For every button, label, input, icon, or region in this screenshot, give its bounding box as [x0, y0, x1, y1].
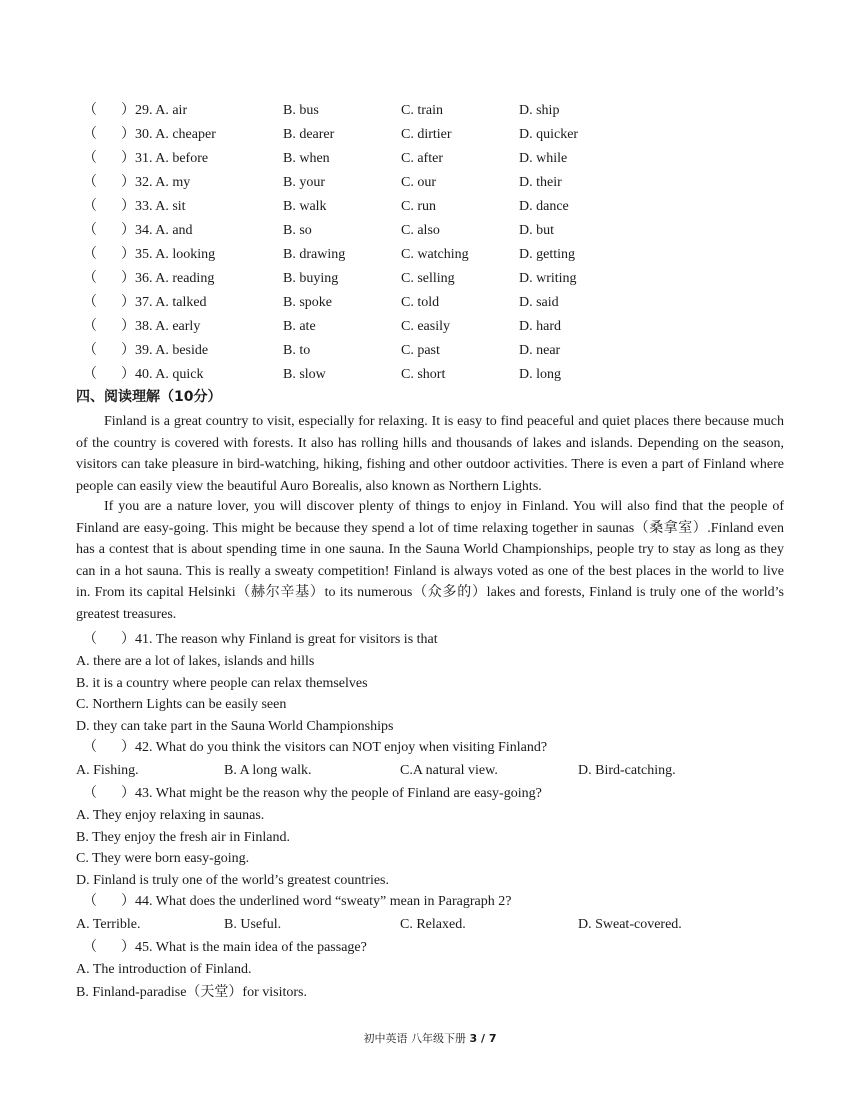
option-b: B. when [283, 151, 330, 166]
question-text: ）42. What do you think the visitors can NOT enjoy when visiting Finland? [121, 740, 548, 755]
option-b: B. ate [283, 319, 316, 334]
answer-blank: （ [83, 103, 97, 118]
answer-blank: （ [83, 247, 97, 262]
passage-paragraph-2: If you are a nature lover, you will discover plenty of things to enjoy in Finland. You will also find that the people of Finland are easy-going. This might be because they spend a lot of time relaxing together in saunas（桑拿室）.Finland even has a contest that is about spending time in one sauna. In the Sauna World Championships, people try to stay as long as they can in a hot sauna. This is really a sweaty competition! Finland is always voted as one of the best places in the world to live in. From its capital Helsinki（赫尔辛基）to its numerous（众多的）lakes and forests, Finland is truly one of the world’s greatest treasures. [76, 499, 784, 622]
option-d: D. long [519, 367, 561, 382]
question-text: ）44. What does the underlined word “sweaty” mean in Paragraph 2? [121, 894, 512, 909]
option-d: D. writing [519, 271, 577, 286]
option-a: ）40. A. quick [121, 367, 204, 382]
option-b: B. to [283, 343, 311, 358]
question-text: ）43. What might be the reason why the people of Finland are easy-going? [121, 786, 542, 801]
answer-blank: （ [83, 894, 97, 909]
option-a: ）34. A. and [121, 223, 193, 238]
passage-paragraph-1: Finland is a great country to visit, especially for relaxing. It is easy to find peaceful and quiet places there because much of the country is covered with forests. It also has rolling hills and thousands of lakes and islands. Depending on the season, visitors can take pleasure in bird-watching, hiking, fishing and other outdoor activities. There is even a part of Finland where people can easily view the beautiful Auro Borealis, also known as Northern Lights. [76, 414, 784, 494]
q45-option-b: B. Finland-paradise（天堂）for visitors. [76, 985, 307, 1000]
q41-option-c: C. Northern Lights can be easily seen [76, 697, 287, 712]
q42-option-b: B. A long walk. [224, 763, 312, 778]
option-a: ）39. A. beside [121, 343, 209, 358]
q42-option-c: C.A natural view. [400, 763, 498, 778]
option-c: C. easily [401, 319, 450, 334]
option-b: B. spoke [283, 295, 332, 310]
page-footer [0, 1030, 860, 1048]
option-a: ）38. A. early [121, 319, 201, 334]
q42-option-a: A. Fishing. [76, 763, 139, 778]
answer-blank: （ [83, 271, 97, 286]
option-a: ）37. A. talked [121, 295, 207, 310]
answer-blank: （ [83, 199, 97, 214]
option-a: ）35. A. looking [121, 247, 216, 262]
q41-option-b: B. it is a country where people can relax themselves [76, 676, 368, 691]
option-d: D. dance [519, 199, 569, 214]
footer-label: 初中英语 八年级下册 [363, 1032, 470, 1045]
answer-blank: （ [83, 151, 97, 166]
option-c: C. watching [401, 247, 469, 262]
answer-blank: （ [83, 367, 97, 382]
option-b: B. walk [283, 199, 327, 214]
question-text: ）41. The reason why Finland is great for visitors is that [121, 632, 438, 647]
q43-option-c: C. They were born easy-going. [76, 851, 250, 866]
option-c: C. selling [401, 271, 455, 286]
option-b: B. buying [283, 271, 339, 286]
option-b: B. dearer [283, 127, 335, 142]
option-d: D. hard [519, 319, 561, 334]
section-title: 四、阅读理解（10分） [76, 389, 222, 405]
option-a: ）30. A. cheaper [121, 127, 216, 142]
option-d: D. near [519, 343, 561, 358]
q43-option-d: D. Finland is truly one of the world’s greatest countries. [76, 873, 389, 888]
answer-blank: （ [83, 127, 97, 142]
q41-option-a: A. there are a lot of lakes, islands and hills [76, 654, 315, 669]
option-d: D. but [519, 223, 554, 238]
answer-blank: （ [83, 295, 97, 310]
option-c: C. our [401, 175, 436, 190]
option-d: D. quicker [519, 127, 579, 142]
q43-option-a: A. They enjoy relaxing in saunas. [76, 808, 265, 823]
option-c: C. also [401, 223, 440, 238]
option-d: D. their [519, 175, 562, 190]
answer-blank: （ [83, 319, 97, 334]
option-c: C. after [401, 151, 443, 166]
question-text: ）45. What is the main idea of the passage? [121, 940, 367, 955]
option-b: B. slow [283, 367, 326, 382]
option-a: ）31. A. before [121, 151, 209, 166]
option-b: B. your [283, 175, 325, 190]
option-c: C. dirtier [401, 127, 452, 142]
option-c: C. train [401, 103, 443, 118]
option-c: C. past [401, 343, 440, 358]
option-a: ）32. A. my [121, 175, 191, 190]
answer-blank: （ [83, 940, 97, 955]
option-c: C. told [401, 295, 440, 310]
option-a: ）33. A. sit [121, 199, 186, 214]
option-a: ）36. A. reading [121, 271, 215, 286]
answer-blank: （ [83, 343, 97, 358]
option-d: D. while [519, 151, 568, 166]
answer-blank: （ [83, 175, 97, 190]
q44-option-b: B. Useful. [224, 917, 282, 932]
page-number: 3 / 7 [469, 1032, 497, 1045]
option-b: B. bus [283, 103, 319, 118]
answer-blank: （ [83, 740, 97, 755]
answer-blank: （ [83, 223, 97, 238]
q45-option-a: A. The introduction of Finland. [76, 962, 252, 977]
option-b: B. so [283, 223, 312, 238]
q43-option-b: B. They enjoy the fresh air in Finland. [76, 830, 290, 845]
option-d: D. said [519, 295, 559, 310]
q42-option-d: D. Bird-catching. [578, 763, 676, 778]
option-d: D. getting [519, 247, 575, 262]
q44-option-a: A. Terrible. [76, 917, 141, 932]
answer-blank: （ [83, 632, 97, 647]
option-d: D. ship [519, 103, 560, 118]
q44-option-c: C. Relaxed. [400, 917, 466, 932]
q41-option-d: D. they can take part in the Sauna World Championships [76, 719, 394, 734]
option-b: B. drawing [283, 247, 346, 262]
option-a: ）29. A. air [121, 103, 188, 118]
option-c: C. run [401, 199, 436, 214]
option-c: C. short [401, 367, 446, 382]
answer-blank: （ [83, 786, 97, 801]
q44-option-d: D. Sweat-covered. [578, 917, 682, 932]
